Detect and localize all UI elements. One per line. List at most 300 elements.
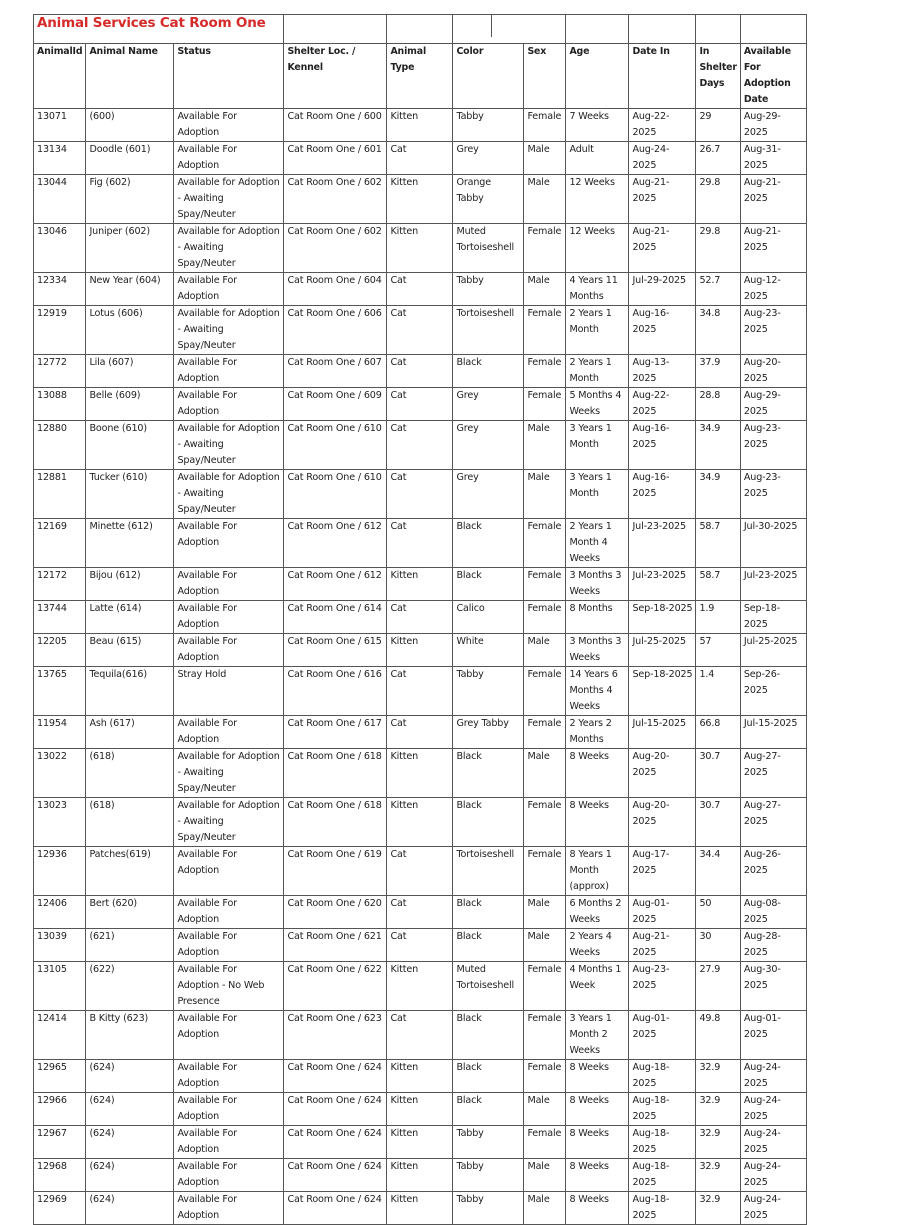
table-cell: Aug-16-2025: [629, 421, 696, 470]
table-cell: Aug-18-2025: [629, 1060, 696, 1093]
table-cell: Female: [524, 519, 566, 568]
table-cell: Aug-21-2025: [629, 175, 696, 224]
table-cell: Cat Room One / 606: [284, 306, 387, 355]
table-cell: Available For Adoption: [174, 1011, 284, 1060]
table-cell: Jul-29-2025: [629, 273, 696, 306]
table-cell: (621): [86, 929, 174, 962]
table-cell: Available For Adoption: [174, 847, 284, 896]
table-cell: 27.9: [696, 962, 740, 1011]
table-cell: 2 Years 1 Month: [566, 355, 629, 388]
table-cell: Aug-16-2025: [629, 306, 696, 355]
table-row: [34, 929, 807, 962]
table-cell: Available For Adoption - No Web Presence: [174, 962, 284, 1011]
table-cell: Tucker (610): [86, 470, 174, 519]
table-cell: Sep-18-2025: [629, 601, 696, 634]
table-cell: Jul-23-2025: [629, 568, 696, 601]
column-header: Available For Adoption Date: [740, 44, 806, 109]
table-cell: 12969: [34, 1192, 86, 1225]
table-cell: 34.4: [696, 847, 740, 896]
table-cell: Kitten: [387, 224, 453, 273]
table-cell: Male: [524, 1093, 566, 1126]
table-cell: 5 Months 4 Weeks: [566, 388, 629, 421]
table-cell: Aug-31-2025: [740, 142, 806, 175]
column-header: Age: [566, 44, 629, 109]
table-cell: Available for Adoption - Awaiting Spay/Neuter: [174, 224, 284, 273]
table-cell: 13039: [34, 929, 86, 962]
table-cell: Female: [524, 355, 566, 388]
blank-cell: [696, 15, 740, 44]
table-cell: 13105: [34, 962, 86, 1011]
table-cell: Jul-15-2025: [629, 716, 696, 749]
table-cell: Aug-20-2025: [629, 749, 696, 798]
table-cell: Lila (607): [86, 355, 174, 388]
table-cell: Bert (620): [86, 896, 174, 929]
table-cell: Kitten: [387, 109, 453, 142]
table-cell: Male: [524, 896, 566, 929]
table-row: [34, 1159, 807, 1192]
column-header: Status: [174, 44, 284, 109]
table-row: [34, 355, 807, 388]
table-cell: 13744: [34, 601, 86, 634]
table-cell: 32.9: [696, 1192, 740, 1225]
table-cell: Female: [524, 1011, 566, 1060]
table-row: [34, 716, 807, 749]
table-cell: Sep-18-2025: [629, 667, 696, 716]
table-cell: Black: [453, 1060, 524, 1093]
table-cell: Cat Room One / 624: [284, 1192, 387, 1225]
blank-cell: [387, 15, 453, 44]
table-cell: 12205: [34, 634, 86, 667]
table-cell: Available For Adoption: [174, 273, 284, 306]
table-cell: Female: [524, 798, 566, 847]
column-header: AnimalId: [34, 44, 86, 109]
table-row: [34, 896, 807, 929]
table-cell: 12772: [34, 355, 86, 388]
table-cell: Cat: [387, 847, 453, 896]
table-cell: Aug-24-2025: [629, 142, 696, 175]
table-cell: Aug-12-2025: [740, 273, 806, 306]
table-cell: Aug-29-2025: [740, 388, 806, 421]
table-cell: Male: [524, 273, 566, 306]
table-cell: Female: [524, 306, 566, 355]
table-cell: 37.9: [696, 355, 740, 388]
table-cell: 3 Years 1 Month 2 Weeks: [566, 1011, 629, 1060]
table-cell: 13046: [34, 224, 86, 273]
table-cell: 49.8: [696, 1011, 740, 1060]
table-cell: Cat Room One / 609: [284, 388, 387, 421]
table-cell: Cat Room One / 621: [284, 929, 387, 962]
table-cell: Aug-18-2025: [629, 1093, 696, 1126]
table-cell: Aug-24-2025: [740, 1159, 806, 1192]
table-cell: Muted Tortoiseshell: [453, 962, 524, 1011]
table-cell: Grey: [453, 142, 524, 175]
table-cell: 12966: [34, 1093, 86, 1126]
table-cell: 8 Weeks: [566, 1159, 629, 1192]
table-cell: Aug-18-2025: [629, 1159, 696, 1192]
table-cell: 34.9: [696, 421, 740, 470]
table-cell: Male: [524, 421, 566, 470]
table-cell: Tortoiseshell: [453, 306, 524, 355]
table-cell: Tabby: [453, 109, 524, 142]
table-cell: 13044: [34, 175, 86, 224]
cat-room-table: [33, 14, 807, 1225]
table-cell: Available For Adoption: [174, 929, 284, 962]
table-row: [34, 388, 807, 421]
table-cell: 30.7: [696, 798, 740, 847]
column-header: Animal Name: [86, 44, 174, 109]
table-cell: Cat Room One / 618: [284, 798, 387, 847]
table-row: [34, 634, 807, 667]
table-cell: 7 Weeks: [566, 109, 629, 142]
table-cell: Black: [453, 355, 524, 388]
column-header: Color: [453, 44, 524, 109]
table-cell: 12169: [34, 519, 86, 568]
table-cell: 12968: [34, 1159, 86, 1192]
table-cell: 58.7: [696, 568, 740, 601]
title-row: [34, 15, 807, 44]
table-cell: 2 Years 4 Weeks: [566, 929, 629, 962]
table-cell: Kitten: [387, 634, 453, 667]
table-cell: Female: [524, 1060, 566, 1093]
table-cell: Aug-27-2025: [740, 749, 806, 798]
table-cell: Cat Room One / 614: [284, 601, 387, 634]
column-header: Animal Type: [387, 44, 453, 109]
table-cell: Male: [524, 634, 566, 667]
table-cell: Cat Room One / 624: [284, 1060, 387, 1093]
table-cell: Tabby: [453, 1126, 524, 1159]
table-cell: 13071: [34, 109, 86, 142]
table-cell: Black: [453, 896, 524, 929]
table-row: [34, 421, 807, 470]
table-cell: 8 Weeks: [566, 1060, 629, 1093]
table-cell: 30.7: [696, 749, 740, 798]
table-cell: Available for Adoption - Awaiting Spay/Neuter: [174, 798, 284, 847]
table-cell: Latte (614): [86, 601, 174, 634]
table-cell: Aug-21-2025: [740, 175, 806, 224]
table-cell: Black: [453, 798, 524, 847]
table-cell: Available For Adoption: [174, 601, 284, 634]
table-cell: Cat Room One / 623: [284, 1011, 387, 1060]
table-cell: Female: [524, 109, 566, 142]
blank-cell: [453, 15, 566, 44]
table-cell: 52.7: [696, 273, 740, 306]
table-cell: Adult: [566, 142, 629, 175]
table-cell: 30: [696, 929, 740, 962]
table-cell: 12406: [34, 896, 86, 929]
table-cell: Available for Adoption - Awaiting Spay/Neuter: [174, 175, 284, 224]
table-cell: Bijou (612): [86, 568, 174, 601]
table-cell: 8 Years 1 Month (approx): [566, 847, 629, 896]
table-cell: Male: [524, 470, 566, 519]
column-header: Sex: [524, 44, 566, 109]
table-cell: Aug-20-2025: [629, 798, 696, 847]
table-cell: Aug-23-2025: [629, 962, 696, 1011]
table-cell: Cat: [387, 142, 453, 175]
table-cell: Kitten: [387, 1159, 453, 1192]
table-cell: 12936: [34, 847, 86, 896]
table-cell: Jul-25-2025: [629, 634, 696, 667]
table-cell: 6 Months 2 Weeks: [566, 896, 629, 929]
table-cell: Black: [453, 929, 524, 962]
table-cell: 2 Years 1 Month 4 Weeks: [566, 519, 629, 568]
table-row: [34, 109, 807, 142]
table-cell: Cat: [387, 519, 453, 568]
table-cell: Cat: [387, 273, 453, 306]
table-cell: 8 Weeks: [566, 1093, 629, 1126]
table-cell: Cat: [387, 601, 453, 634]
table-cell: Grey: [453, 388, 524, 421]
table-cell: Aug-18-2025: [629, 1192, 696, 1225]
table-cell: 12881: [34, 470, 86, 519]
table-cell: White: [453, 634, 524, 667]
table-cell: Available For Adoption: [174, 1192, 284, 1225]
table-cell: Doodle (601): [86, 142, 174, 175]
table-cell: Jul-23-2025: [629, 519, 696, 568]
table-cell: Ash (617): [86, 716, 174, 749]
table-cell: Available for Adoption - Awaiting Spay/Neuter: [174, 421, 284, 470]
table-cell: 1.4: [696, 667, 740, 716]
table-cell: Calico: [453, 601, 524, 634]
table-cell: 32.9: [696, 1159, 740, 1192]
table-cell: Male: [524, 1159, 566, 1192]
table-cell: Cat Room One / 612: [284, 568, 387, 601]
table-cell: 14 Years 6 Months 4 Weeks: [566, 667, 629, 716]
table-cell: Male: [524, 1192, 566, 1225]
table-cell: Stray Hold: [174, 667, 284, 716]
table-cell: Cat Room One / 624: [284, 1159, 387, 1192]
table-cell: Black: [453, 1093, 524, 1126]
table-cell: Available For Adoption: [174, 568, 284, 601]
table-cell: Tabby: [453, 273, 524, 306]
table-cell: 57: [696, 634, 740, 667]
table-cell: Aug-24-2025: [740, 1126, 806, 1159]
table-cell: 8 Weeks: [566, 749, 629, 798]
table-cell: (624): [86, 1159, 174, 1192]
table-cell: 3 Months 3 Weeks: [566, 568, 629, 601]
table-cell: Available For Adoption: [174, 896, 284, 929]
table-cell: 4 Months 1 Week: [566, 962, 629, 1011]
table-cell: 34.9: [696, 470, 740, 519]
table-row: [34, 470, 807, 519]
table-row: [34, 847, 807, 896]
table-cell: Female: [524, 667, 566, 716]
table-cell: Female: [524, 388, 566, 421]
table-row: [34, 1192, 807, 1225]
table-cell: Available For Adoption: [174, 519, 284, 568]
table-row: [34, 175, 807, 224]
table-cell: 32.9: [696, 1060, 740, 1093]
table-cell: Cat: [387, 470, 453, 519]
table-cell: Orange Tabby: [453, 175, 524, 224]
table-cell: Available For Adoption: [174, 1159, 284, 1192]
table-cell: 12880: [34, 421, 86, 470]
table-cell: Jul-30-2025: [740, 519, 806, 568]
table-cell: Lotus (606): [86, 306, 174, 355]
table-cell: 4 Years 11 Months: [566, 273, 629, 306]
table-row: [34, 273, 807, 306]
table-cell: Aug-01-2025: [629, 896, 696, 929]
table-cell: 29: [696, 109, 740, 142]
table-cell: Female: [524, 601, 566, 634]
table-cell: Kitten: [387, 1126, 453, 1159]
table-row: [34, 568, 807, 601]
table-cell: Cat Room One / 619: [284, 847, 387, 896]
table-cell: 29.8: [696, 224, 740, 273]
table-cell: Grey Tabby: [453, 716, 524, 749]
table-cell: Aug-13-2025: [629, 355, 696, 388]
table-cell: (618): [86, 798, 174, 847]
table-cell: Aug-18-2025: [629, 1126, 696, 1159]
table-cell: 12334: [34, 273, 86, 306]
table-cell: Cat Room One / 610: [284, 470, 387, 519]
table-row: [34, 601, 807, 634]
table-cell: Aug-23-2025: [740, 306, 806, 355]
table-cell: 13022: [34, 749, 86, 798]
column-header: Date In: [629, 44, 696, 109]
table-cell: 1.9: [696, 601, 740, 634]
table-cell: Kitten: [387, 1093, 453, 1126]
table-cell: (624): [86, 1060, 174, 1093]
table-cell: 8 Months: [566, 601, 629, 634]
table-cell: 66.8: [696, 716, 740, 749]
table-cell: Kitten: [387, 749, 453, 798]
table-cell: Fig (602): [86, 175, 174, 224]
blank-cell: [284, 15, 387, 44]
blank-cell: [629, 15, 696, 44]
table-cell: 13023: [34, 798, 86, 847]
table-row: [34, 306, 807, 355]
table-cell: Beau (615): [86, 634, 174, 667]
table-cell: Juniper (602): [86, 224, 174, 273]
table-cell: Tabby: [453, 1159, 524, 1192]
table-cell: Black: [453, 568, 524, 601]
table-cell: Belle (609): [86, 388, 174, 421]
table-cell: 58.7: [696, 519, 740, 568]
table-cell: Aug-01-2025: [629, 1011, 696, 1060]
table-cell: Kitten: [387, 962, 453, 1011]
table-cell: 12172: [34, 568, 86, 601]
table-row: [34, 224, 807, 273]
table-cell: Aug-24-2025: [740, 1093, 806, 1126]
table-cell: New Year (604): [86, 273, 174, 306]
table-row: [34, 749, 807, 798]
table-cell: (624): [86, 1126, 174, 1159]
table-cell: Cat: [387, 929, 453, 962]
table-cell: Jul-15-2025: [740, 716, 806, 749]
table-cell: Cat Room One / 612: [284, 519, 387, 568]
table-cell: 12919: [34, 306, 86, 355]
table-cell: 12967: [34, 1126, 86, 1159]
table-cell: Cat: [387, 355, 453, 388]
table-cell: Male: [524, 175, 566, 224]
table-cell: Aug-29-2025: [740, 109, 806, 142]
table-cell: Cat Room One / 624: [284, 1126, 387, 1159]
table-cell: 32.9: [696, 1126, 740, 1159]
table-cell: Aug-28-2025: [740, 929, 806, 962]
table-cell: Aug-01-2025: [740, 1011, 806, 1060]
table-cell: Tortoiseshell: [453, 847, 524, 896]
table-cell: Male: [524, 749, 566, 798]
table-cell: 12414: [34, 1011, 86, 1060]
table-cell: Female: [524, 847, 566, 896]
table-row: [34, 962, 807, 1011]
table-cell: Cat: [387, 388, 453, 421]
table-cell: 12 Weeks: [566, 175, 629, 224]
table-cell: Tabby: [453, 667, 524, 716]
table-cell: Cat Room One / 616: [284, 667, 387, 716]
table-cell: Aug-17-2025: [629, 847, 696, 896]
table-cell: 12965: [34, 1060, 86, 1093]
table-cell: Cat: [387, 667, 453, 716]
table-cell: Grey: [453, 470, 524, 519]
table-cell: Aug-21-2025: [629, 224, 696, 273]
table-row: [34, 798, 807, 847]
table-cell: Cat Room One / 624: [284, 1093, 387, 1126]
table-cell: Grey: [453, 421, 524, 470]
table-cell: 13134: [34, 142, 86, 175]
table-cell: Kitten: [387, 568, 453, 601]
table-cell: Cat Room One / 607: [284, 355, 387, 388]
table-cell: Available for Adoption - Awaiting Spay/Neuter: [174, 306, 284, 355]
column-header: Shelter Loc. / Kennel: [284, 44, 387, 109]
table-cell: Cat Room One / 622: [284, 962, 387, 1011]
table-cell: Available For Adoption: [174, 1093, 284, 1126]
table-cell: Male: [524, 929, 566, 962]
table-cell: (624): [86, 1093, 174, 1126]
table-cell: Kitten: [387, 1060, 453, 1093]
table-cell: Aug-23-2025: [740, 470, 806, 519]
table-cell: Available for Adoption - Awaiting Spay/Neuter: [174, 749, 284, 798]
table-cell: Cat: [387, 306, 453, 355]
table-cell: Available For Adoption: [174, 634, 284, 667]
table-cell: Tabby: [453, 1192, 524, 1225]
table-cell: Available For Adoption: [174, 142, 284, 175]
table-cell: Kitten: [387, 1192, 453, 1225]
table-cell: Female: [524, 962, 566, 1011]
table-cell: Aug-08-2025: [740, 896, 806, 929]
table-cell: 11954: [34, 716, 86, 749]
blank-cell: [740, 15, 806, 44]
table-cell: B Kitty (623): [86, 1011, 174, 1060]
table-cell: 3 Years 1 Month: [566, 421, 629, 470]
table-cell: Cat: [387, 1011, 453, 1060]
table-row: [34, 667, 807, 716]
table-cell: 13765: [34, 667, 86, 716]
table-cell: Aug-30-2025: [740, 962, 806, 1011]
table-cell: Available For Adoption: [174, 355, 284, 388]
table-cell: Jul-23-2025: [740, 568, 806, 601]
table-row: [34, 1011, 807, 1060]
table-cell: Muted Tortoiseshell: [453, 224, 524, 273]
table-cell: 29.8: [696, 175, 740, 224]
table-row: [34, 1093, 807, 1126]
table-cell: Available for Adoption - Awaiting Spay/Neuter: [174, 470, 284, 519]
table-cell: Female: [524, 568, 566, 601]
table-cell: 2 Years 1 Month: [566, 306, 629, 355]
table-cell: Available For Adoption: [174, 716, 284, 749]
table-cell: Cat Room One / 610: [284, 421, 387, 470]
table-cell: Cat: [387, 421, 453, 470]
table-cell: Available For Adoption: [174, 109, 284, 142]
table-cell: 8 Weeks: [566, 1126, 629, 1159]
table-row: [34, 1126, 807, 1159]
table-cell: 13088: [34, 388, 86, 421]
table-cell: Cat Room One / 602: [284, 175, 387, 224]
table-cell: Available For Adoption: [174, 388, 284, 421]
table-cell: (618): [86, 749, 174, 798]
table-cell: Cat: [387, 716, 453, 749]
table-cell: Cat Room One / 615: [284, 634, 387, 667]
